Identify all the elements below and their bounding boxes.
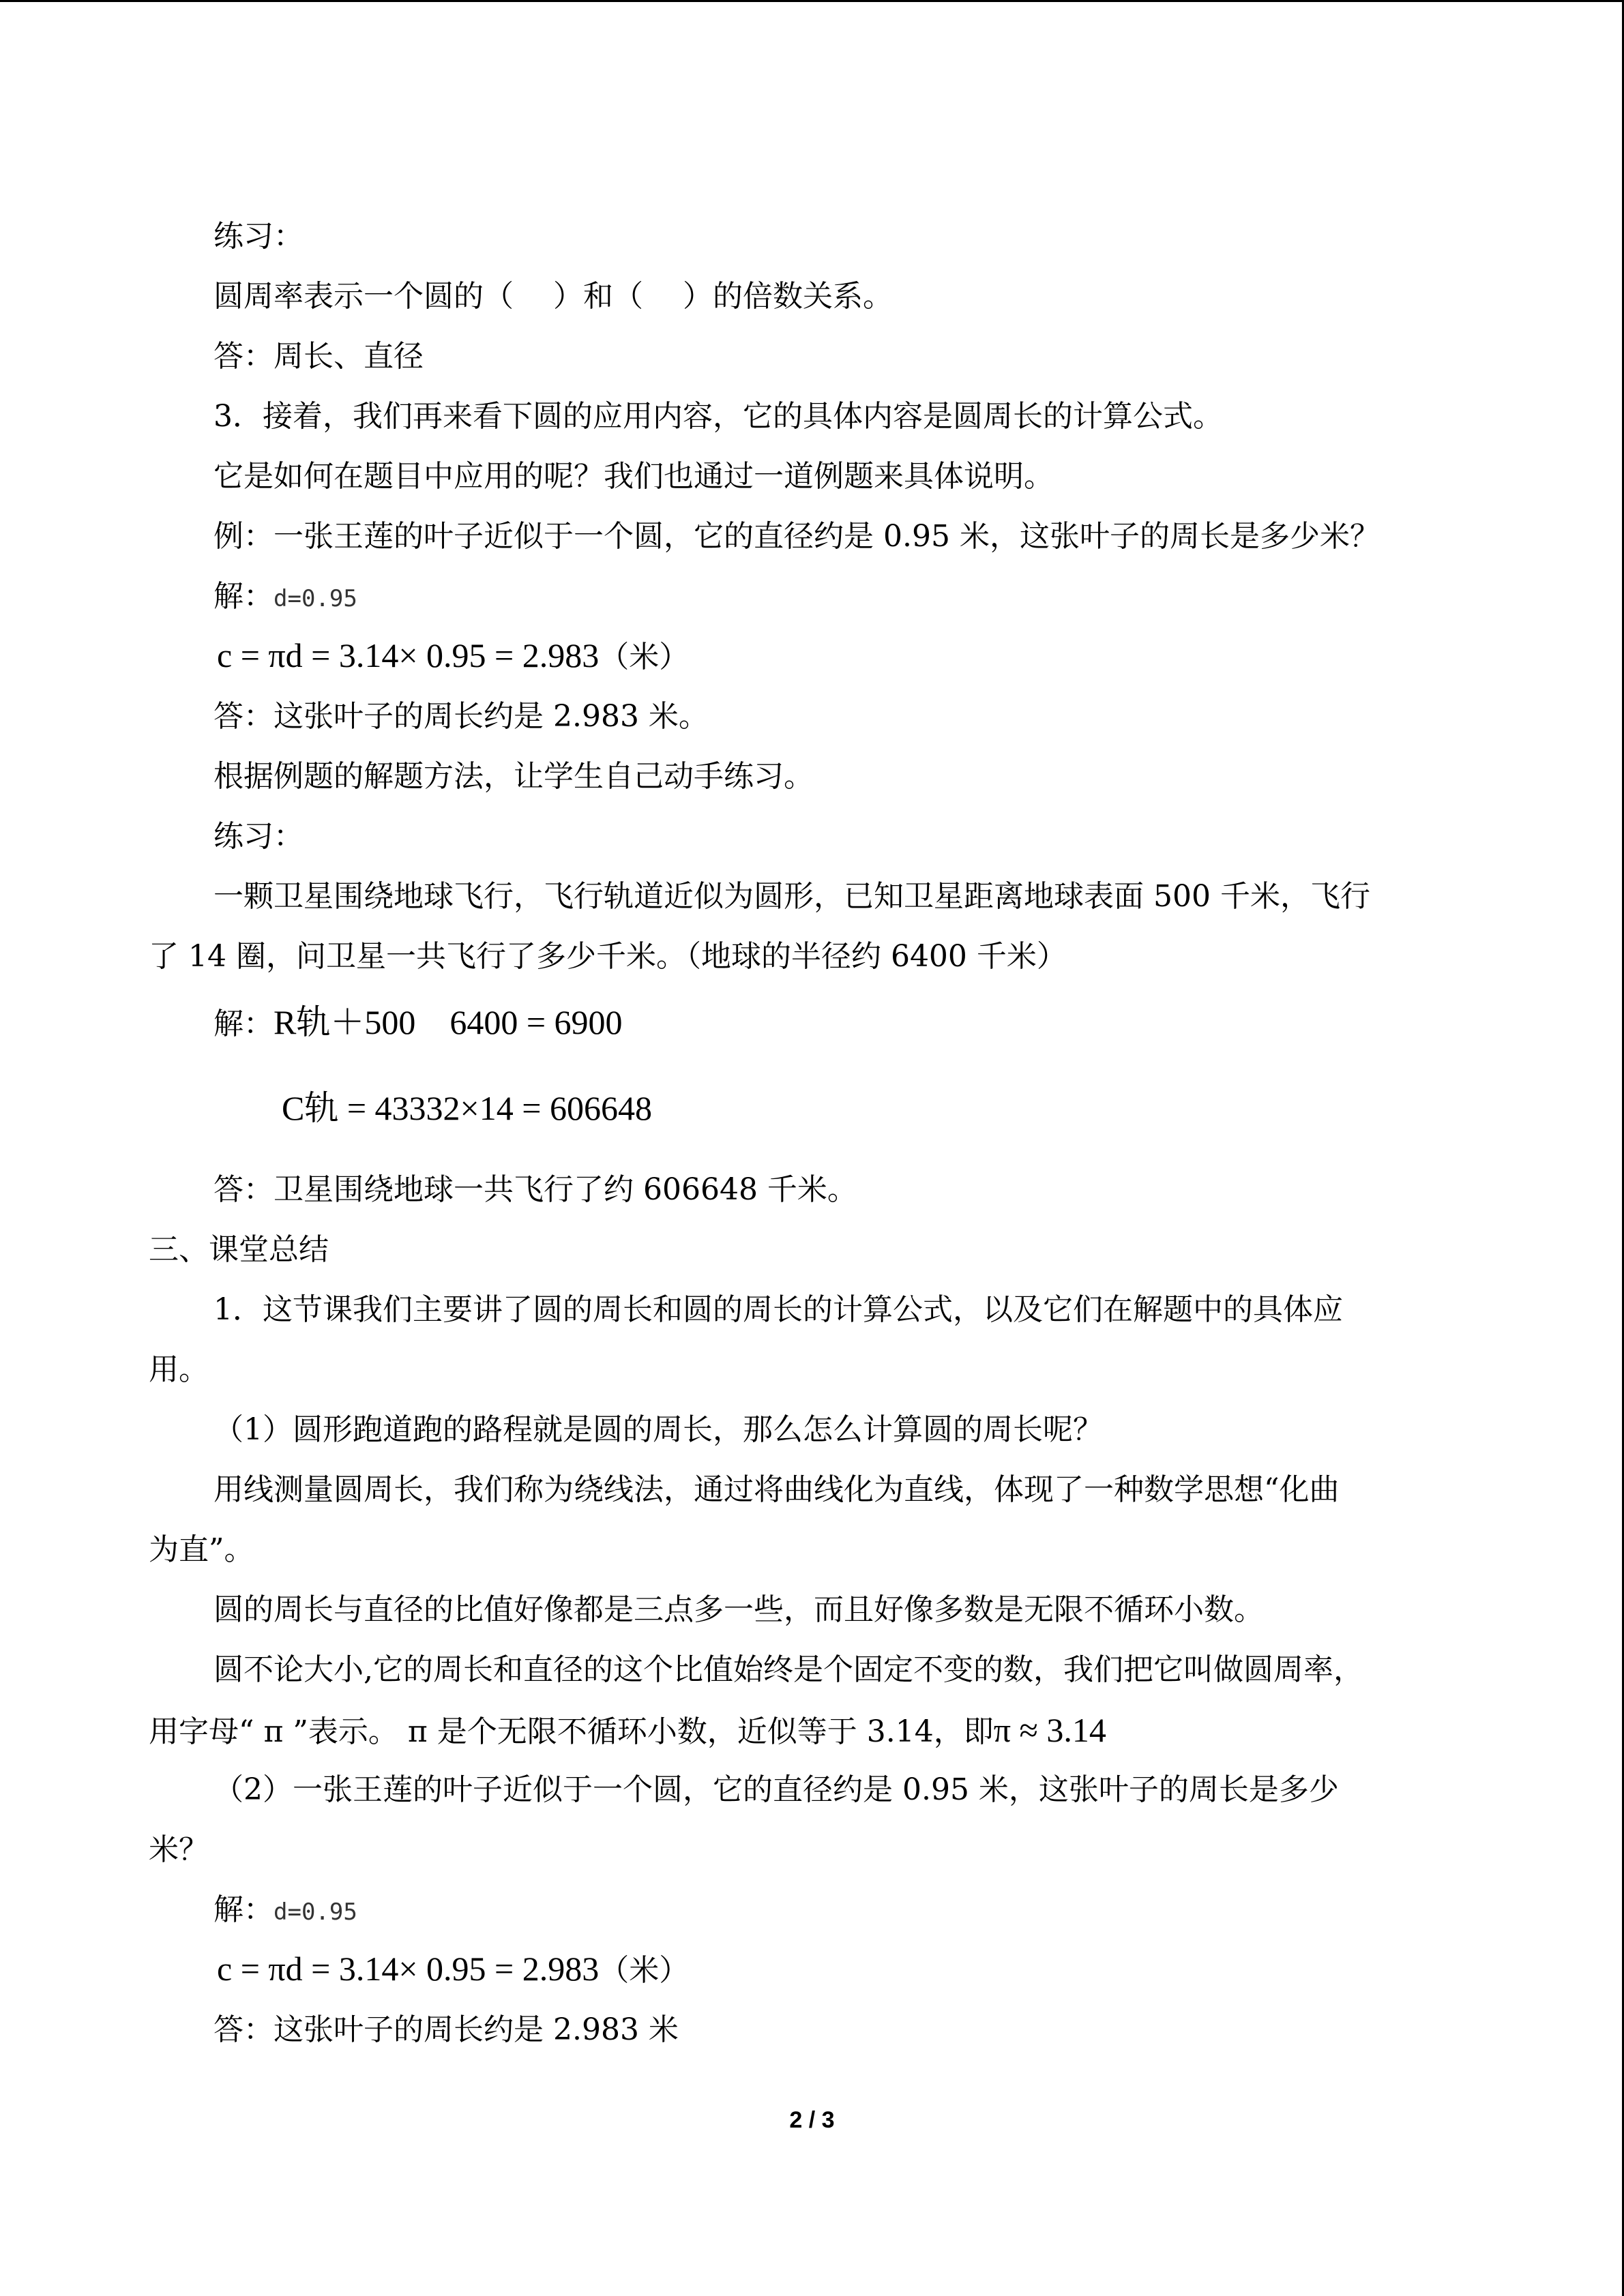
summary-line: （2）一张王莲的叶子近似于一个圆，它的直径约是 0.95 米，这张叶子的周长是多少 — [213, 1772, 1339, 1807]
formula-line — [217, 635, 689, 678]
unit-label: （米） — [599, 640, 690, 674]
answer-line: 答：周长、直径 — [213, 339, 424, 374]
paragraph-line: 它是如何在题目中应用的呢？我们也通过一道例题来具体说明。 — [213, 459, 1054, 494]
section-heading: 三、课堂总结 — [149, 1232, 329, 1267]
solution-value: d=0.95 — [274, 1898, 357, 1926]
summary-line: 1．这节课我们主要讲了圆的周长和圆的周长的计算公式，以及它们在解题中的具体应 — [213, 1292, 1343, 1327]
circumference-formula: c = πd = 3.14× 0.95 = 2.983 — [217, 636, 600, 674]
summary-line: 用线测量圆周长，我们称为绕线法，通过将曲线化为直线，体现了一种数学思想“化曲 — [213, 1472, 1340, 1507]
answer-line: 答：这张叶子的周长约是 2.983 米 — [213, 2012, 679, 2047]
summary-line: 米？ — [149, 1832, 209, 1867]
solution-value: d=0.95 — [274, 585, 357, 612]
answer-line: 答：卫星围绕地球一共飞行了约 606648 千米。 — [213, 1172, 857, 1207]
example-line: 例：一张王莲的叶子近似于一个圆，它的直径约是 0.95 米，这张叶子的周长是多少米？ — [213, 519, 1380, 554]
summary-line: 为直”。 — [149, 1532, 254, 1567]
summary-line: 用。 — [149, 1352, 209, 1387]
paragraph-line: 3．接着，我们再来看下圆的应用内容，它的具体内容是圆周长的计算公式。 — [213, 399, 1223, 434]
problem-line: 了 14 圈，问卫星一共飞行了多少千米。（地球的半径约 6400 千米） — [149, 939, 1067, 974]
formula-line — [217, 1948, 689, 1991]
orbit-radius-formula: R轨＋500 6400 = 6900 — [274, 1003, 623, 1041]
page-number: 2 / 3 — [789, 2107, 835, 2133]
solution-line — [213, 576, 357, 619]
answer-line: 答：这张叶子的周长约是 2.983 米。 — [213, 699, 709, 734]
summary-line: 圆的周长与直径的比值好像都是三点多一些，而且好像多数是无限不循环小数。 — [213, 1592, 1264, 1627]
circumference-formula: c = πd = 3.14× 0.95 = 2.983 — [217, 1950, 600, 1988]
formula-line — [282, 1088, 652, 1131]
practice-heading: 练习： — [213, 219, 304, 254]
solution-label: 解： — [213, 579, 274, 614]
summary-text: 用字母“ π ”表示。 π 是个无限不循环小数，近似等于 3.14，即 — [149, 1714, 994, 1749]
solution-line — [213, 1002, 623, 1045]
pi-approx-formula: π ≈ 3.14 — [993, 1711, 1106, 1749]
solution-label: 解： — [213, 1892, 274, 1927]
paragraph-line: 根据例题的解题方法，让学生自己动手练习。 — [213, 759, 814, 794]
orbit-circumference-formula: C轨 = 43332×14 = 606648 — [282, 1089, 652, 1127]
summary-line: （1）圆形跑道跑的路程就是圆的周长，那么怎么计算圆的周长呢？ — [213, 1412, 1103, 1447]
solution-label: 解： — [213, 1007, 274, 1041]
question-line: 圆周率表示一个圆的（ ）和（ ）的倍数关系。 — [213, 279, 893, 314]
unit-label: （米） — [599, 1953, 690, 1988]
practice-heading: 练习： — [213, 819, 304, 854]
summary-line — [149, 1710, 1106, 1753]
problem-line: 一颗卫星围绕地球飞行，飞行轨道近似为圆形，已知卫星距离地球表面 500 千米，飞行 — [213, 879, 1370, 914]
solution-line — [213, 1890, 357, 1933]
summary-line: 圆不论大小,它的周长和直径的这个比值始终是个固定不变的数，我们把它叫做圆周率， — [213, 1652, 1363, 1687]
